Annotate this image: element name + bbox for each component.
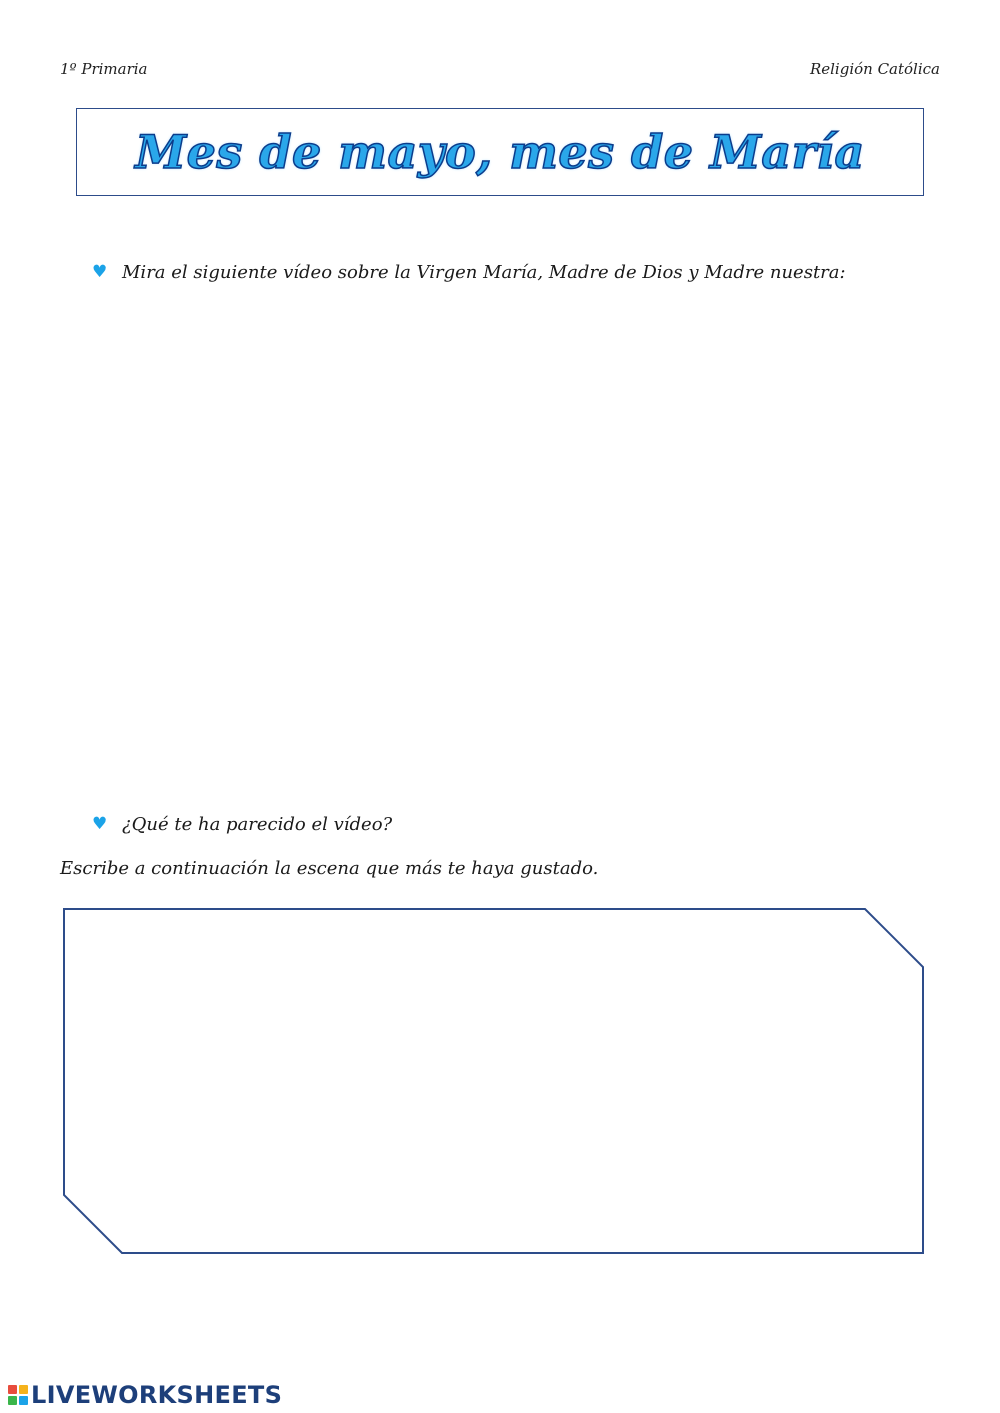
title-box: [76, 108, 924, 196]
answer-textarea[interactable]: [86, 927, 886, 1233]
bullet-item-video: [92, 262, 846, 283]
logo-tiles-icon: [8, 1385, 28, 1405]
grade-label: 1º Primaria: [60, 60, 148, 78]
heart-icon: ♥: [92, 814, 108, 834]
subject-label: Religión Católica: [809, 60, 940, 78]
bullet-item-question: [92, 814, 392, 835]
page-title: Mes de mayo, mes de María: [135, 125, 865, 179]
instruction-text: Escribe a continuación la escena que más te haya gustado.: [60, 858, 599, 879]
heart-icon: ♥: [92, 262, 108, 282]
answer-box: [62, 907, 926, 1257]
liveworksheets-logo: [8, 1381, 282, 1409]
logo-text: LIVEWORKSHEETS: [31, 1381, 283, 1409]
bullet-item-text: ¿Qué te ha parecido el vídeo?: [122, 814, 393, 835]
bullet-item-text: Mira el siguiente vídeo sobre la Virgen María, Madre de Dios y Madre nuestra:: [122, 262, 846, 283]
